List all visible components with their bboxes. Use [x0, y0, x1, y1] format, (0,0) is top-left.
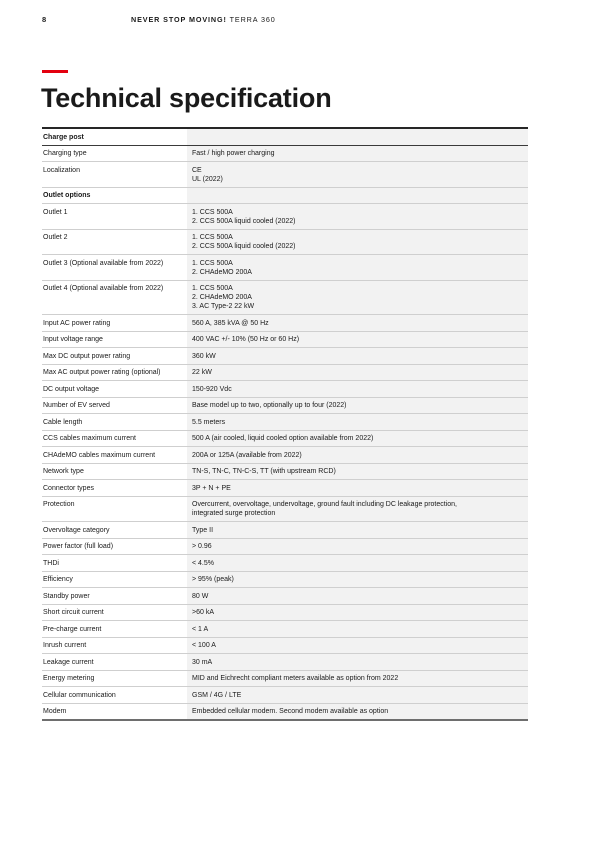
- table-row: [42, 571, 528, 588]
- spec-label: CHAdeMO cables maximum current: [42, 447, 187, 464]
- spec-label: Protection: [42, 496, 187, 522]
- table-row: [42, 381, 528, 398]
- table-row: [42, 204, 528, 230]
- spec-value-line: 560 A, 385 kVA @ 50 Hz: [192, 319, 269, 327]
- spec-value-line: >60 kA: [192, 609, 214, 616]
- spec-value-line: > 0.96: [192, 543, 212, 550]
- spec-value: [187, 414, 528, 431]
- spec-label: Outlet options: [42, 187, 187, 204]
- spec-label: THDi: [42, 555, 187, 572]
- spec-value: [187, 555, 528, 572]
- page-title: Technical specification: [41, 83, 332, 113]
- spec-value: [187, 588, 528, 605]
- spec-value-line: 3P + N + PE: [192, 484, 231, 492]
- spec-value: [187, 571, 528, 588]
- spec-value-line: 22 kW: [192, 369, 212, 376]
- spec-value-line: 500 A (air cooled, liquid cooled option available from 2022): [192, 435, 374, 442]
- spec-label: Overvoltage category: [42, 522, 187, 539]
- spec-label: Short circuit current: [42, 604, 187, 621]
- spec-value-line: 2. CHAdeMO 200A: [192, 294, 252, 301]
- spec-value-line: MID and Eichrecht compliant meters available as option from 2022: [192, 675, 399, 682]
- spec-label: Input AC power rating: [42, 315, 187, 332]
- spec-value: [187, 381, 528, 398]
- spec-value-line: Fast / high power charging: [192, 150, 275, 157]
- running-title-rest: TERRA 360: [229, 15, 276, 24]
- spec-value: [187, 331, 528, 348]
- table-row: [42, 315, 528, 332]
- table-row: [42, 331, 528, 348]
- spec-value: [187, 255, 528, 281]
- spec-value: [187, 538, 528, 555]
- spec-value: [187, 703, 528, 720]
- spec-label: Standby power: [42, 588, 187, 605]
- table-row: [42, 621, 528, 638]
- section-row: [42, 187, 528, 204]
- spec-value-line: 3. AC Type-2 22 kW: [192, 303, 255, 310]
- spec-value-line: UL (2022): [192, 175, 223, 183]
- table-row: [42, 604, 528, 621]
- spec-label: Outlet 4 (Optional available from 2022): [42, 280, 187, 315]
- spec-value: [187, 315, 528, 332]
- spec-value-line: 1. CCS 500A: [192, 208, 233, 216]
- spec-value-line: 1. CCS 500A: [192, 285, 233, 292]
- spec-label: Charge post: [42, 128, 187, 145]
- section-row: [42, 128, 528, 145]
- spec-value: [187, 145, 528, 162]
- spec-label: Modem: [43, 708, 67, 715]
- spec-value-line: Type II: [192, 526, 214, 534]
- table-row: [42, 687, 528, 704]
- spec-label: Number of EV served: [42, 397, 187, 414]
- spec-value-line: Base model up to two, optionally up to four (2022): [192, 402, 347, 409]
- table-row: [42, 637, 528, 654]
- spec-label: Charging type: [42, 145, 187, 162]
- spec-value: [187, 654, 528, 671]
- table-row: [42, 496, 528, 522]
- spec-label: Input voltage range: [42, 331, 187, 348]
- spec-label: Pre-charge current: [42, 621, 187, 638]
- spec-value-line: 80 W: [192, 592, 209, 600]
- spec-label: Efficiency: [42, 571, 187, 588]
- spec-value-line: 1. CCS 500A: [192, 259, 233, 267]
- spec-label: Max AC output power rating (optional): [42, 364, 187, 381]
- spec-label: Outlet 1: [42, 204, 187, 230]
- spec-label: CCS cables maximum current: [42, 430, 187, 447]
- spec-value-line: 30 mA: [192, 658, 213, 666]
- running-title-bold: NEVER STOP MOVING!: [131, 15, 227, 24]
- spec-label: Network type: [42, 463, 187, 480]
- spec-label: Outlet 2: [42, 229, 187, 255]
- table-row: [42, 145, 528, 162]
- table-row: [42, 588, 528, 605]
- spec-label: Cable length: [42, 414, 187, 431]
- spec-value: [187, 280, 528, 315]
- table-row: [42, 538, 528, 555]
- spec-value: [187, 162, 528, 188]
- spec-value: [187, 621, 528, 638]
- running-header: [131, 15, 276, 24]
- spec-value: [187, 604, 528, 621]
- spec-value: [187, 480, 528, 497]
- spec-label: Max DC output power rating: [42, 348, 187, 365]
- spec-value: [187, 670, 528, 687]
- spec-value: [187, 229, 528, 255]
- spec-value: [187, 430, 528, 447]
- table-row: [42, 522, 528, 539]
- page-number: 8: [42, 15, 47, 24]
- table-row: [42, 430, 528, 447]
- spec-value: [187, 637, 528, 654]
- accent-bar: [42, 70, 68, 73]
- spec-label: Localization: [42, 162, 187, 188]
- spec-value-line: > 95% (peak): [192, 576, 234, 583]
- table-row: [42, 447, 528, 464]
- spec-label: Inrush current: [42, 637, 187, 654]
- spec-value-line: Overcurrent, overvoltage, undervoltage, ground fault including DC leakage protection,: [192, 501, 457, 508]
- table-row: [42, 364, 528, 381]
- spec-value-line: 150-920 Vdc: [192, 385, 232, 393]
- spec-label: Connector types: [42, 480, 187, 497]
- spec-value-line: 5.5 meters: [192, 418, 226, 426]
- table-row: [42, 162, 528, 188]
- spec-value-line: 2. CCS 500A liquid cooled (2022): [192, 217, 296, 225]
- spec-label: Energy metering: [42, 670, 187, 687]
- spec-value-line: 360 kW: [192, 352, 216, 360]
- spec-value: [187, 128, 528, 145]
- spec-label: Outlet 3 (Optional available from 2022): [42, 255, 187, 281]
- spec-label: Leakage current: [42, 654, 187, 671]
- table-row: [42, 703, 528, 720]
- spec-value: [187, 397, 528, 414]
- table-row: [42, 348, 528, 365]
- spec-table: [42, 127, 528, 721]
- table-row: [42, 654, 528, 671]
- spec-value-line: Embedded cellular modem. Second modem available as option: [192, 708, 389, 715]
- table-row: [42, 280, 528, 315]
- table-row: [42, 255, 528, 281]
- spec-value: [187, 447, 528, 464]
- spec-value-line: GSM / 4G / LTE: [192, 691, 242, 699]
- spec-value: [187, 496, 528, 522]
- table-row: [42, 480, 528, 497]
- spec-value: [187, 463, 528, 480]
- spec-value-line: < 1 A: [192, 625, 209, 633]
- spec-label: DC output voltage: [42, 381, 187, 398]
- table-row: [42, 670, 528, 687]
- spec-value-line: 2. CCS 500A liquid cooled (2022): [192, 243, 296, 250]
- table-row: [42, 555, 528, 572]
- spec-value-line: TN-S, TN-C, TN-C-S, TT (with upstream RCD): [192, 468, 336, 475]
- spec-value-line: 1. CCS 500A: [192, 234, 233, 241]
- spec-value-line: CE: [192, 166, 202, 174]
- spec-value: [187, 187, 528, 204]
- spec-value-line: 200A or 125A (available from 2022): [192, 451, 302, 459]
- spec-value-line: < 4.5%: [192, 559, 214, 567]
- table-row: [42, 463, 528, 480]
- table-row: [42, 414, 528, 431]
- spec-value: [187, 522, 528, 539]
- table-row: [42, 229, 528, 255]
- spec-value: [187, 348, 528, 365]
- spec-label: Power factor (full load): [42, 538, 187, 555]
- table-row: [42, 397, 528, 414]
- spec-value-line: 2. CHAdeMO 200A: [192, 268, 252, 276]
- spec-value: [187, 364, 528, 381]
- spec-value-line: 400 VAC +/- 10% (50 Hz or 60 Hz): [192, 336, 300, 343]
- spec-label: Cellular communication: [42, 687, 187, 704]
- spec-value: [187, 687, 528, 704]
- spec-value-line: integrated surge protection: [192, 510, 276, 517]
- spec-value: [187, 204, 528, 230]
- spec-value-line: < 100 A: [192, 642, 216, 649]
